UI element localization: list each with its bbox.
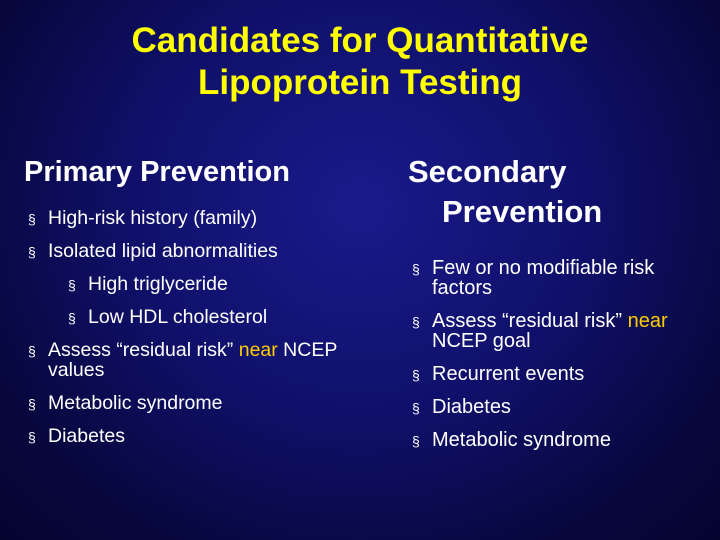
sub-list-item [24,274,384,294]
bullet-icon: § [412,261,420,277]
bullet-icon: § [412,433,420,449]
slide-title-line-2: Lipoprotein Testing [197,63,523,102]
list-item [408,258,708,298]
list-item [24,393,384,413]
list-item [24,340,384,380]
bullet-icon: § [68,277,76,293]
highlighted-word: near [627,310,668,332]
text-segment: Assess “residual risk” [432,310,628,332]
bullet-icon: § [28,343,36,359]
slide-title [0,20,720,104]
text-segment: NCEP values [48,339,337,381]
list-item-text: High triglyceride [88,273,228,295]
list-item-text: Isolated lipid abnormalities [48,240,278,262]
bullet-icon: § [412,400,420,416]
slide-title-line-1: Candidates for Quantitative [131,21,589,60]
bullet-icon: § [28,244,36,260]
list-item-text: High-risk history (family) [48,207,258,229]
list-item-text [48,339,337,381]
list-item [24,208,384,228]
secondary-prevention-list [408,258,708,450]
primary-prevention-list [24,208,384,446]
list-item-text: Metabolic syndrome [432,429,611,451]
list-item-text: Low HDL cholesterol [88,306,268,328]
secondary-prevention-column [408,152,708,463]
primary-prevention-column [24,154,384,459]
bullet-icon: § [28,396,36,412]
highlighted-word: near [238,339,278,361]
primary-prevention-heading: Primary Prevention [24,156,290,188]
list-item [408,311,708,351]
text-segment: Assess “residual risk” [48,339,239,361]
list-item [24,426,384,446]
bullet-icon: § [412,314,420,330]
list-item-text: Diabetes [48,425,125,447]
list-item-text: Diabetes [432,396,511,418]
list-item-text [432,310,668,352]
secondary-heading-line-1: Secondary [408,154,567,189]
bullet-icon: § [28,211,36,227]
bullet-icon: § [28,429,36,445]
list-item [408,364,708,384]
secondary-prevention-heading [408,152,708,232]
list-item-text: Few or no modifiable risk factors [432,257,655,299]
list-item [408,430,708,450]
list-item-text: Metabolic syndrome [48,392,223,414]
text-segment: NCEP goal [432,330,531,352]
list-item [408,397,708,417]
list-item-text: Recurrent events [432,363,585,385]
secondary-heading-line-2: Prevention [442,194,603,229]
sub-list-item [24,307,384,327]
list-item [24,241,384,261]
bullet-icon: § [68,310,76,326]
bullet-icon: § [412,367,420,383]
